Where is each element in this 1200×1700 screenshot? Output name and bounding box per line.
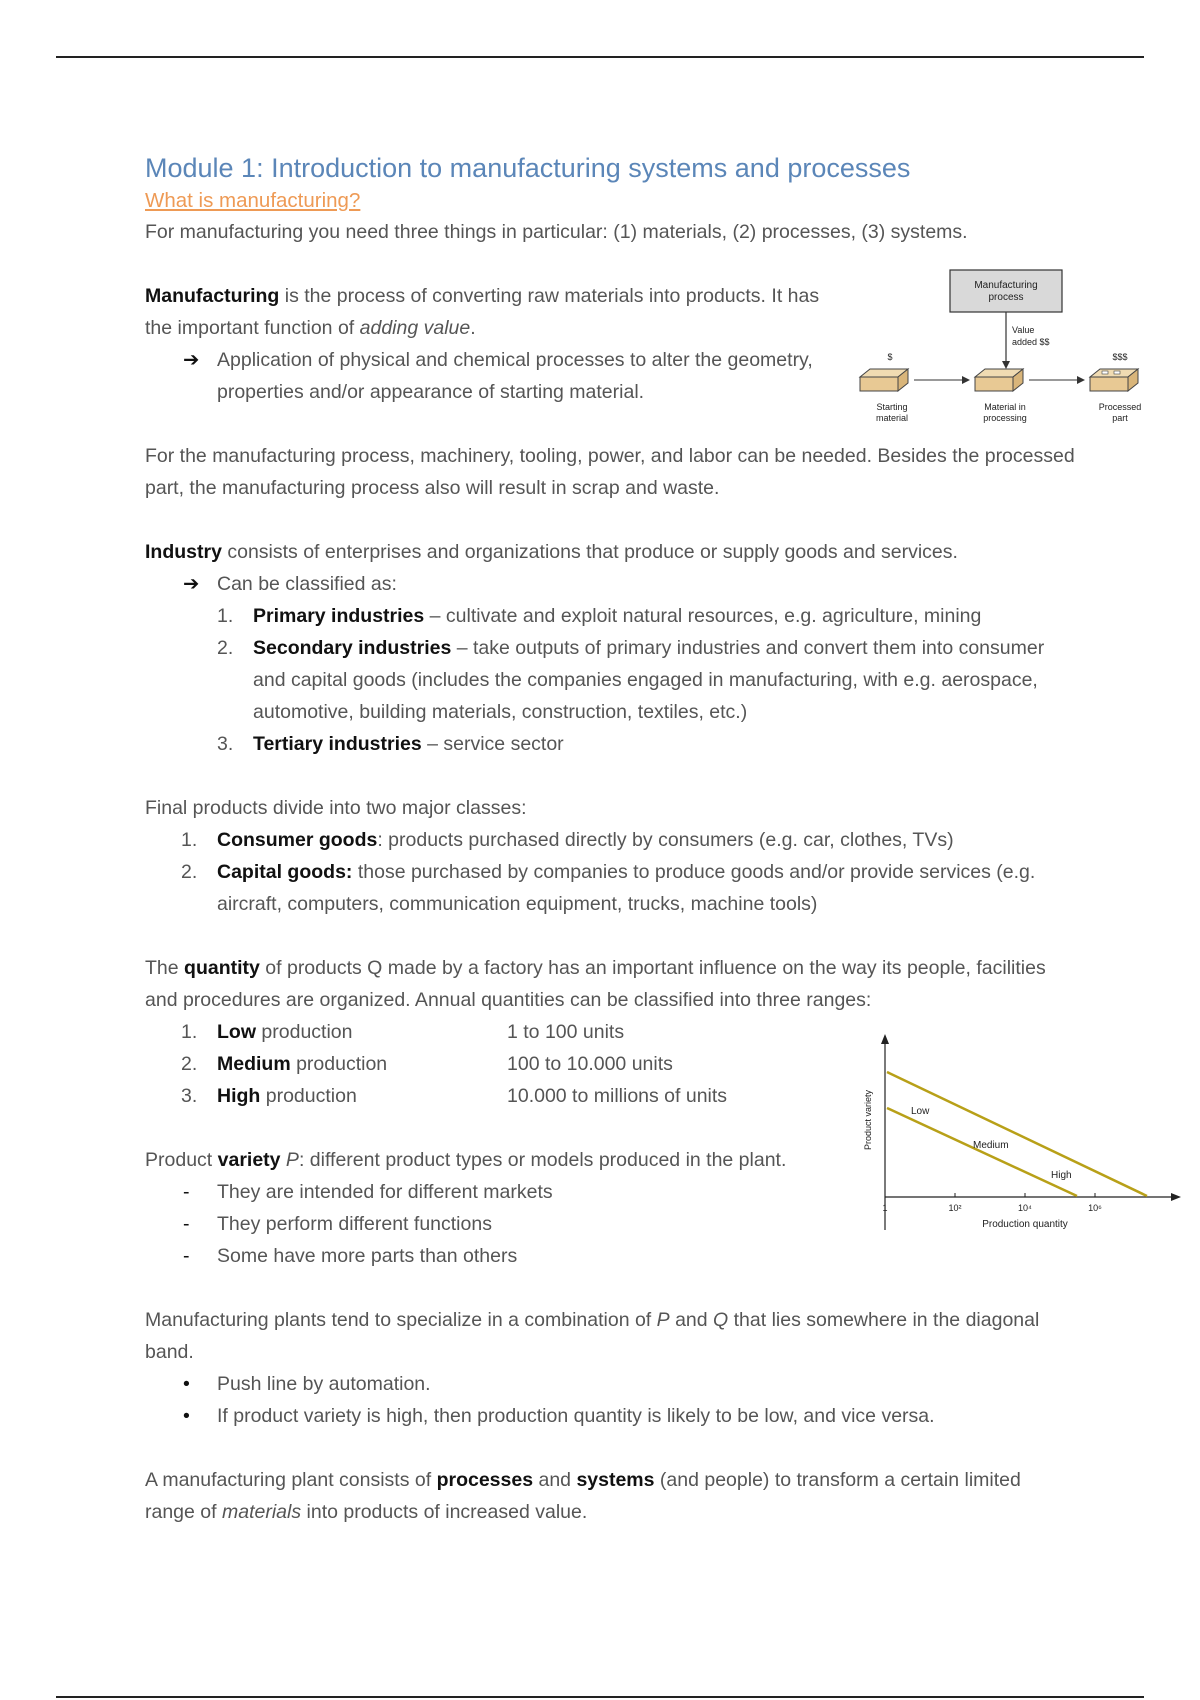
- value-added-label: Value: [1012, 325, 1035, 335]
- value-arrow-head: [1002, 361, 1010, 369]
- stage-label: Material in: [984, 402, 1026, 412]
- x-axis-label: Production quantity: [982, 1219, 1068, 1230]
- list-item: 1. Primary industries – cultivate and exploit natural resources, e.g. agriculture, mining: [217, 605, 982, 627]
- top-rule: [56, 56, 1144, 58]
- band-line-upper: [887, 1072, 1147, 1196]
- variety-paragraph: Product variety P: different product types or models produced in the plant.: [145, 1149, 787, 1171]
- quantity-paragraph: The quantity of products Q made by a factory has an important influence on the way its people, facilities and procedures are organized. Annual quantities can be classified into three ranges:: [145, 957, 1046, 1011]
- list-item: 3. High production 10.000 to millions of units: [181, 1085, 728, 1107]
- process-box-label: process: [988, 292, 1024, 303]
- stage-label: Processed: [1098, 402, 1142, 412]
- tick-label: 10⁶: [1088, 1203, 1102, 1213]
- flow-arrow-head: [962, 376, 970, 384]
- arrow-icon: ➔: [183, 349, 200, 371]
- y-axis-label: Product variety: [863, 1089, 873, 1151]
- list-item: 1. Consumer goods: products purchased directly by consumers (e.g. car, clothes, TVs): [181, 829, 954, 851]
- band-label: Low: [911, 1106, 930, 1117]
- y-axis-arrow: [881, 1034, 889, 1044]
- process-paragraph: For the manufacturing process, machinery, tooling, power, and labor can be needed. Besides the processed part, the manufacturing process also will result in scrap and waste.: [145, 445, 1075, 499]
- value-added-label: added $$: [1012, 337, 1050, 347]
- list-item: 1. Low production 1 to 100 units: [181, 1021, 625, 1043]
- plants-paragraph: Manufacturing plants tend to specialize in a combination of P and Q that lies somewhere in the diagonal band.: [145, 1309, 1040, 1363]
- processed-part-block: [1090, 369, 1138, 391]
- process-box: [950, 270, 1062, 312]
- price-label: $: [887, 352, 893, 362]
- manufacturing-block: [145, 280, 825, 408]
- arrow-list-item: ➔ Application of physical and chemical processes to alter the geometry, properties and/or appearance of starting material.: [145, 344, 825, 408]
- x-axis-arrow: [1171, 1193, 1181, 1201]
- list-item: 2. Capital goods: those purchased by companies to produce goods and/or provide services (e.g. aircraft, computers, communication equipment, trucks, machine tools): [181, 861, 1036, 915]
- products-intro: Final products divide into two major classes:: [145, 797, 527, 819]
- flow-arrow-head: [1077, 376, 1085, 384]
- list-item: - Some have more parts than others: [183, 1245, 518, 1267]
- manufacturing-definition: Manufacturing is the process of converting raw materials into products. It has the important function of adding value.: [145, 285, 820, 339]
- final-paragraph: A manufacturing plant consists of processes and systems (and people) to transform a certain limited range of materials into products of increased value.: [145, 1469, 1021, 1523]
- list-item: • If product variety is high, then production quantity is likely to be low, and vice versa.: [183, 1405, 935, 1427]
- starting-material-block: [860, 369, 908, 391]
- band-label: High: [1051, 1170, 1072, 1181]
- band-line-lower: [887, 1108, 1077, 1196]
- list-item: • Push line by automation.: [183, 1373, 431, 1395]
- material-in-processing-block: [975, 369, 1023, 391]
- page-title: Module 1: Introduction to manufacturing systems and processes: [145, 153, 911, 183]
- tick-label: 10²: [948, 1203, 962, 1213]
- section-heading[interactable]: What is manufacturing?: [145, 189, 361, 212]
- intro-paragraph: For manufacturing you need three things in particular: (1) materials, (2) processes, (3) systems.: [145, 221, 968, 243]
- list-item: - They perform different functions: [183, 1213, 492, 1235]
- variety-quantity-chart: [855, 1030, 1185, 1240]
- stage-label: Starting: [876, 402, 908, 412]
- price-label: $$$: [1112, 352, 1128, 362]
- arrow-icon: ➔: [183, 573, 200, 595]
- list-item: - They are intended for different markets: [183, 1181, 553, 1203]
- list-item: 2. Medium production 100 to 10.000 units: [181, 1053, 673, 1075]
- stage-label: part: [1112, 413, 1128, 423]
- process-box-label: Manufacturing: [974, 280, 1038, 291]
- arrow-list-item: ➔ Can be classified as:: [145, 568, 1075, 600]
- tick-label: 10⁴: [1018, 1203, 1032, 1213]
- tick-label: 1: [882, 1203, 888, 1213]
- stage-label: material: [875, 413, 909, 423]
- manufacturing-process-diagram: [850, 265, 1160, 430]
- band-label: Medium: [973, 1140, 1009, 1151]
- bottom-rule: [56, 1696, 1144, 1698]
- stage-label: processing: [983, 413, 1027, 423]
- list-item: 3. Tertiary industries – service sector: [217, 733, 564, 755]
- list-item: 2. Secondary industries – take outputs of primary industries and convert them into consumer and capital goods (includes the companies engaged in manufacturing, with e.g. aerospace, automotive, building materials, construction, textiles, etc.): [217, 637, 1045, 723]
- industry-definition: Industry consists of enterprises and organizations that produce or supply goods and services.: [145, 541, 958, 563]
